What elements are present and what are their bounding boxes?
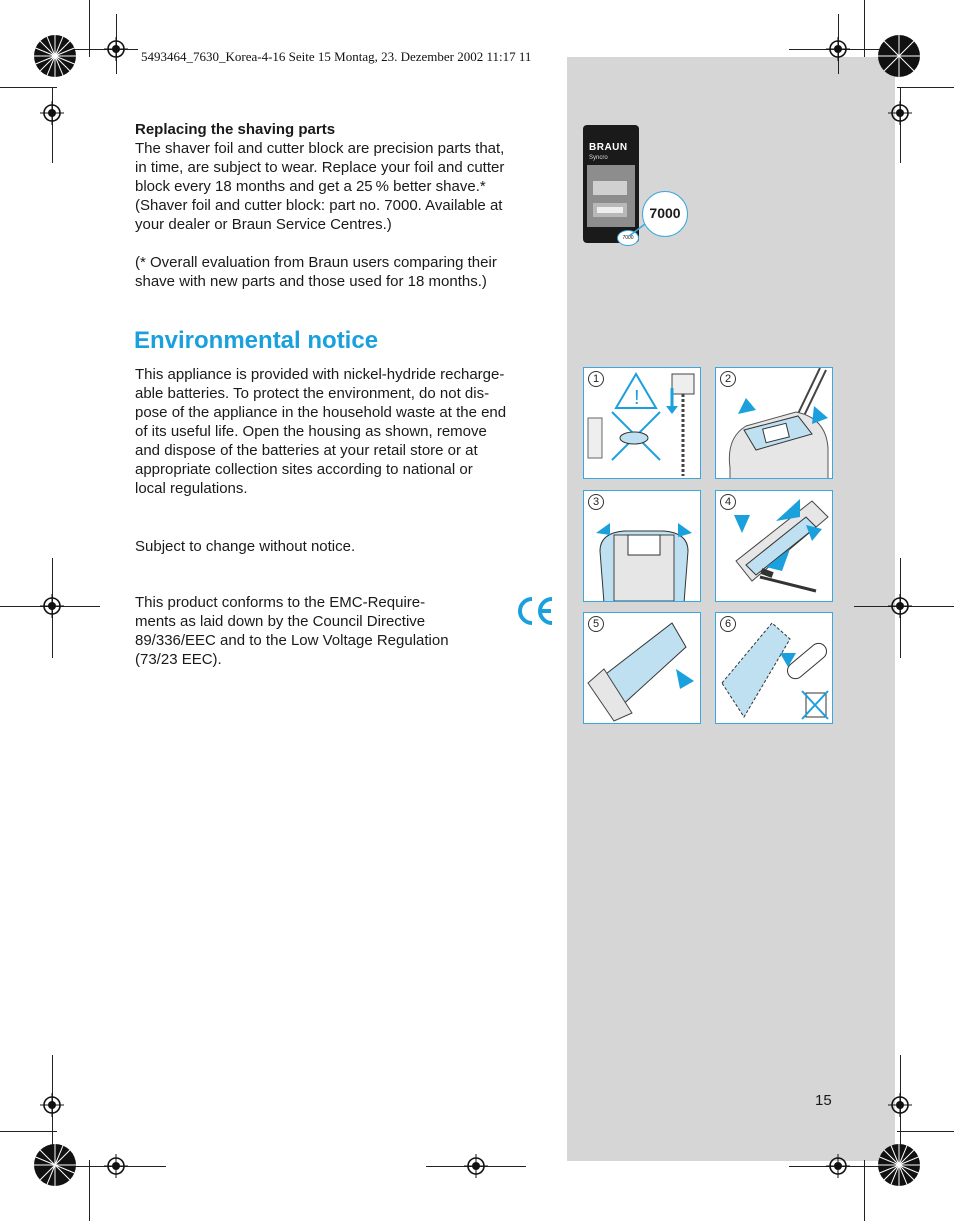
body-line: in time, are subject to wear. Replace your foil and cutter	[135, 159, 505, 176]
body-line: ments as laid down by the Council Directive	[135, 613, 426, 630]
registration-mark-icon	[104, 1154, 128, 1178]
body-line: (Shaver foil and cutter block: part no. 7000. Available at	[135, 197, 503, 214]
body-line: able batteries. To protect the environment, do not dis-	[135, 385, 490, 402]
body-line: 89/336/EEC and to the Low Voltage Regulation	[135, 632, 449, 649]
section-title: Replacing the shaving parts	[135, 121, 336, 138]
crossed-bin-icon	[802, 691, 828, 719]
registration-mark-icon	[826, 37, 850, 61]
crop-line	[89, 1160, 90, 1221]
ce-mark-icon	[514, 594, 556, 628]
step-number: 3	[588, 494, 604, 510]
crop-line	[0, 87, 57, 88]
replacing-section	[135, 120, 545, 291]
registration-mark-icon	[888, 101, 912, 125]
change-notice: Subject to change without notice.	[135, 538, 356, 555]
footnote-line: shave with new parts and those used for 18 months.)	[135, 273, 487, 290]
part-number-callout	[642, 191, 688, 237]
registration-mark-icon	[888, 1093, 912, 1117]
crop-line	[52, 87, 53, 163]
body-line: This product conforms to the EMC-Require-	[135, 594, 426, 611]
registration-mark-icon	[888, 594, 912, 618]
section-heading: Environmental notice	[134, 327, 379, 354]
step-panel-2	[715, 367, 833, 479]
body-line: of its useful life. Open the housing as shown, remove	[135, 423, 487, 440]
step-number: 4	[720, 494, 736, 510]
conformity-section	[135, 593, 495, 669]
step-panel-4	[715, 490, 833, 602]
step-panel-1	[583, 367, 701, 479]
registration-mark-icon	[104, 37, 128, 61]
starburst-icon	[877, 1143, 921, 1187]
starburst-icon	[877, 34, 921, 78]
body-line: appropriate collection sites according to national or	[135, 461, 473, 478]
body-line: The shaver foil and cutter block are precision parts that,	[135, 140, 505, 157]
starburst-icon	[33, 1143, 77, 1187]
environment-section	[135, 365, 545, 498]
step-number: 6	[720, 616, 736, 632]
body-line: (73/23 EEC).	[135, 651, 222, 668]
step-number: 2	[720, 371, 736, 387]
registration-mark-icon	[40, 101, 64, 125]
brand-label: BRAUN	[589, 142, 628, 153]
registration-mark-icon	[464, 1154, 488, 1178]
print-info-header: 5493464_7630_Korea-4-16 Seite 15 Montag, 23. Dezember 2002 11:17 11	[138, 49, 534, 65]
step-panel-6	[715, 612, 833, 724]
page-number: 15	[815, 1092, 832, 1109]
registration-mark-icon	[826, 1154, 850, 1178]
model-label: Syncro	[589, 155, 608, 161]
crop-line	[0, 1131, 57, 1132]
step-number: 5	[588, 616, 604, 632]
callout-label: 7000	[649, 205, 681, 221]
registration-mark-icon	[40, 1093, 64, 1117]
body-line: your dealer or Braun Service Centres.)	[135, 216, 392, 233]
crop-line	[864, 1160, 865, 1221]
crop-line	[897, 1131, 954, 1132]
crop-line	[897, 87, 954, 88]
part-label: 7000	[617, 230, 639, 246]
crop-line	[900, 87, 901, 163]
registration-mark-icon	[40, 594, 64, 618]
body-line: local regulations.	[135, 480, 248, 497]
starburst-icon	[33, 34, 77, 78]
body-line: pose of the appliance in the household waste at the end	[135, 404, 507, 421]
step-panel-3	[583, 490, 701, 602]
body-line: This appliance is provided with nickel-hydride recharge-	[135, 366, 505, 383]
footnote-line: (* Overall evaluation from Braun users comparing their	[135, 254, 497, 271]
svg-text:!: !	[634, 387, 640, 409]
step-number: 1	[588, 371, 604, 387]
body-line: block every 18 months and get a 25 % better shave.*	[135, 178, 486, 195]
step-panel-5	[583, 612, 701, 724]
body-line: and dispose of the batteries at your retail store or at	[135, 442, 478, 459]
